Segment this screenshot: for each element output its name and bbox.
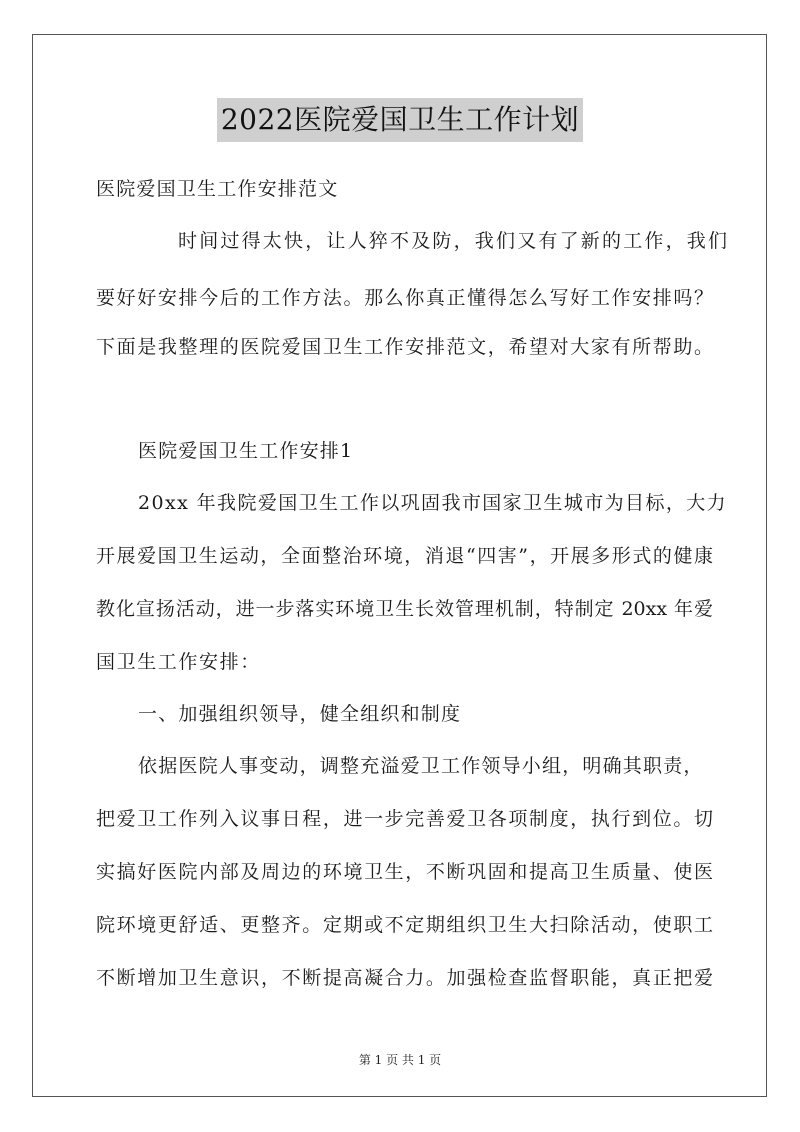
paragraph-line: 院环境更舒适、更整齐。定期或不定期组织卫生大扫除活动，使职工 bbox=[96, 914, 713, 936]
document-subtitle: 医院爱国卫生工作安排范文 bbox=[96, 178, 339, 200]
paragraph-line: 把爱卫工作列入议事日程，进一步完善爱卫各项制度，执行到位。切 bbox=[96, 808, 713, 830]
document-title: 2022医院爱国卫生工作计划 bbox=[217, 98, 583, 142]
intro-line: 下面是我整理的医院爱国卫生工作安排范文，希望对大家有所帮助。 bbox=[96, 336, 713, 358]
intro-line: 要好好安排今后的工作方法。那么你真正懂得怎么写好工作安排吗？ bbox=[96, 287, 713, 309]
paragraph-line: 开展爱国卫生运动，全面整治环境，消退“四害”，开展多形式的健康 bbox=[96, 545, 713, 567]
paragraph-line: 国卫生工作安排： bbox=[96, 651, 261, 673]
paragraph-line: 不断增加卫生意识，不断提高凝合力。加强检查监督职能，真正把爱 bbox=[96, 967, 713, 989]
paragraph-line: 依据医院人事变动，调整充溢爱卫工作领导小组，明确其职责， bbox=[138, 755, 704, 777]
page-footer: 第 1 页 共 1 页 bbox=[358, 1053, 442, 1067]
intro-line: 时间过得太快，让人猝不及防，我们又有了新的工作，我们 bbox=[178, 230, 730, 252]
section-heading: 医院爱国卫生工作安排1 bbox=[138, 440, 354, 462]
paragraph-line: 教化宣扬活动，进一步落实环境卫生长效管理机制，特制定 20xx 年爱 bbox=[96, 598, 713, 620]
item-heading: 一、加强组织领导，健全组织和制度 bbox=[138, 703, 462, 725]
paragraph-line: 实搞好医院内部及周边的环境卫生，不断巩固和提高卫生质量、使医 bbox=[96, 861, 713, 883]
title-container bbox=[0, 98, 800, 142]
paragraph-line: 20xx 年我院爱国卫生工作以巩固我市国家卫生城市为目标，大力 bbox=[138, 492, 728, 514]
